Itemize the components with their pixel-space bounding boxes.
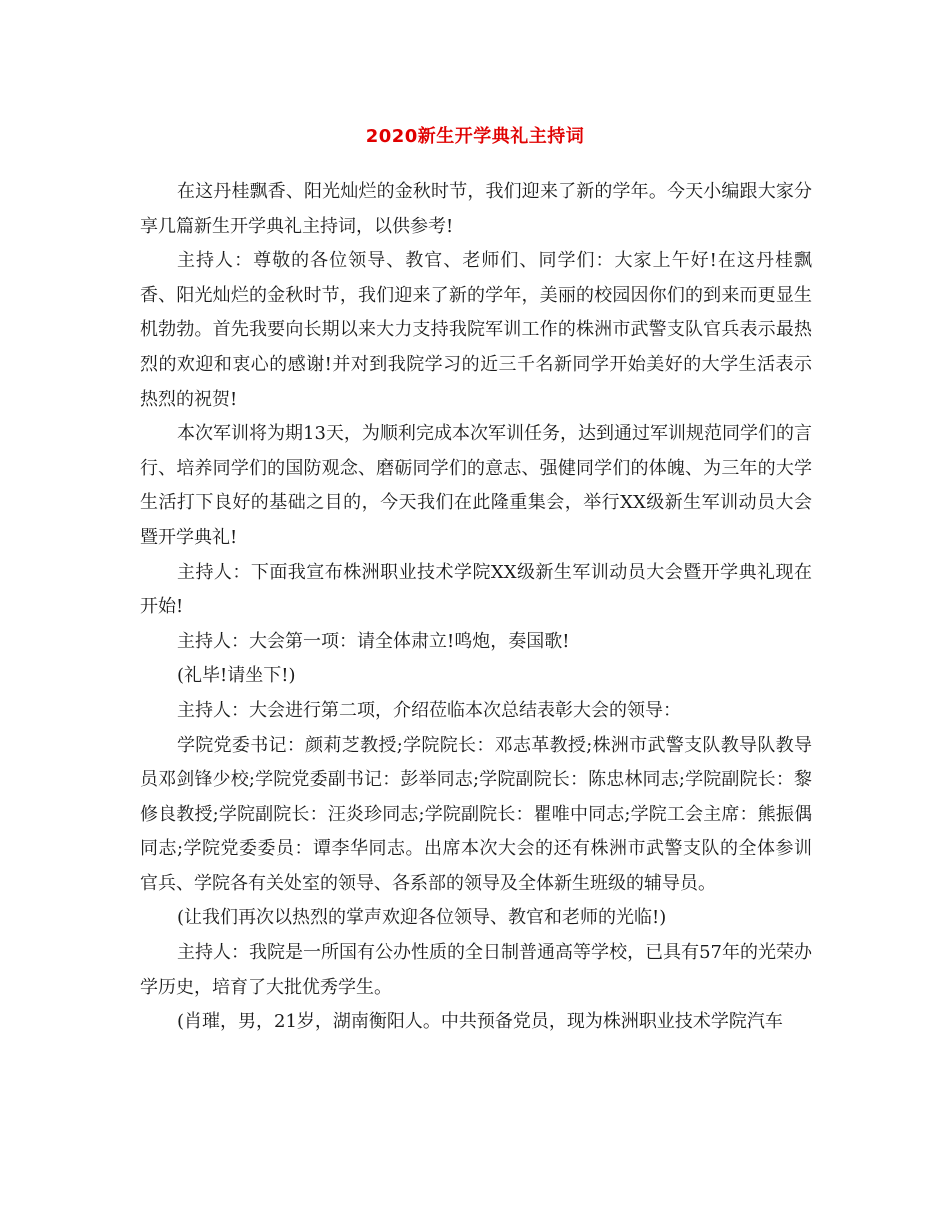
paragraph-student-bio: (肖璀，男，21岁，湖南衡阳人。中共预备党员，现为株洲职业技术学院汽车	[177, 1011, 783, 1033]
document-title: 2020新生开学典礼主持词	[365, 126, 585, 147]
paragraph-host-greeting: 主持人：尊敬的各位领导、教官、老师们、同学们：大家上午好!在这丹桂飘香、阳光灿烂的金秋时节，我们迎来了新的学年，美丽的校园因你们的到来而更显生机勃勃。首先我要向长期以来大力支持我院军训工作的株洲市武警支队官兵表示最热烈的欢迎和衷心的感谢!并对到我院学习的近三千名新同学开始美好的大学生活表示热烈的祝贺!	[140, 250, 812, 410]
paragraph-leaders-list: 学院党委书记：颜莉芝教授;学院院长：邓志革教授;株洲市武警支队教导队教导员邓剑锋少校;学院党委副书记：彭举同志;学院副院长：陈忠林同志;学院副院长：黎修良教授;学院副院长：汪炎珍同志;学院副院长：瞿唯中同志;学院工会主席：熊振偶同志;学院党委委员：谭李华同志。出席本次大会的还有株洲市武警支队的全体参训官兵、学院各有关处室的领导、各系部的领导及全体新生班级的辅导员。	[140, 734, 812, 894]
document-body	[140, 175, 812, 1040]
paragraph-host-announcement: 主持人：下面我宣布株洲职业技术学院XX级新生军训动员大会暨开学典礼现在开始!	[140, 561, 812, 618]
paragraph-intro: 在这丹桂飘香、阳光灿烂的金秋时节，我们迎来了新的学年。今天小编跟大家分享几篇新生开学典礼主持词，以供参考!	[140, 181, 812, 237]
paragraph-be-seated: (礼毕!请坐下!)	[177, 665, 296, 687]
paragraph-item-one: 主持人：大会第一项：请全体肃立!鸣炮，奏国歌!	[177, 630, 570, 652]
paragraph-applause: (让我们再次以热烈的掌声欢迎各位领导、教官和老师的光临!)	[177, 907, 667, 929]
paragraph-college-intro: 主持人：我院是一所国有公办性质的全日制普通高等学校，已具有57年的光荣办学历史，培育了大批优秀学生。	[140, 942, 812, 998]
paragraph-item-two: 主持人：大会进行第二项，介绍莅临本次总结表彰大会的领导：	[177, 699, 681, 721]
paragraph-military-training: 本次军训将为期13天，为顺利完成本次军训任务，达到通过军训规范同学们的言行、培养同学们的国防观念、磨砺同学们的意志、强健同学们的体魄、为三年的大学生活打下良好的基础之目的，今天我们在此隆重集会，举行XX级新生军训动员大会暨开学典礼!	[140, 423, 812, 548]
